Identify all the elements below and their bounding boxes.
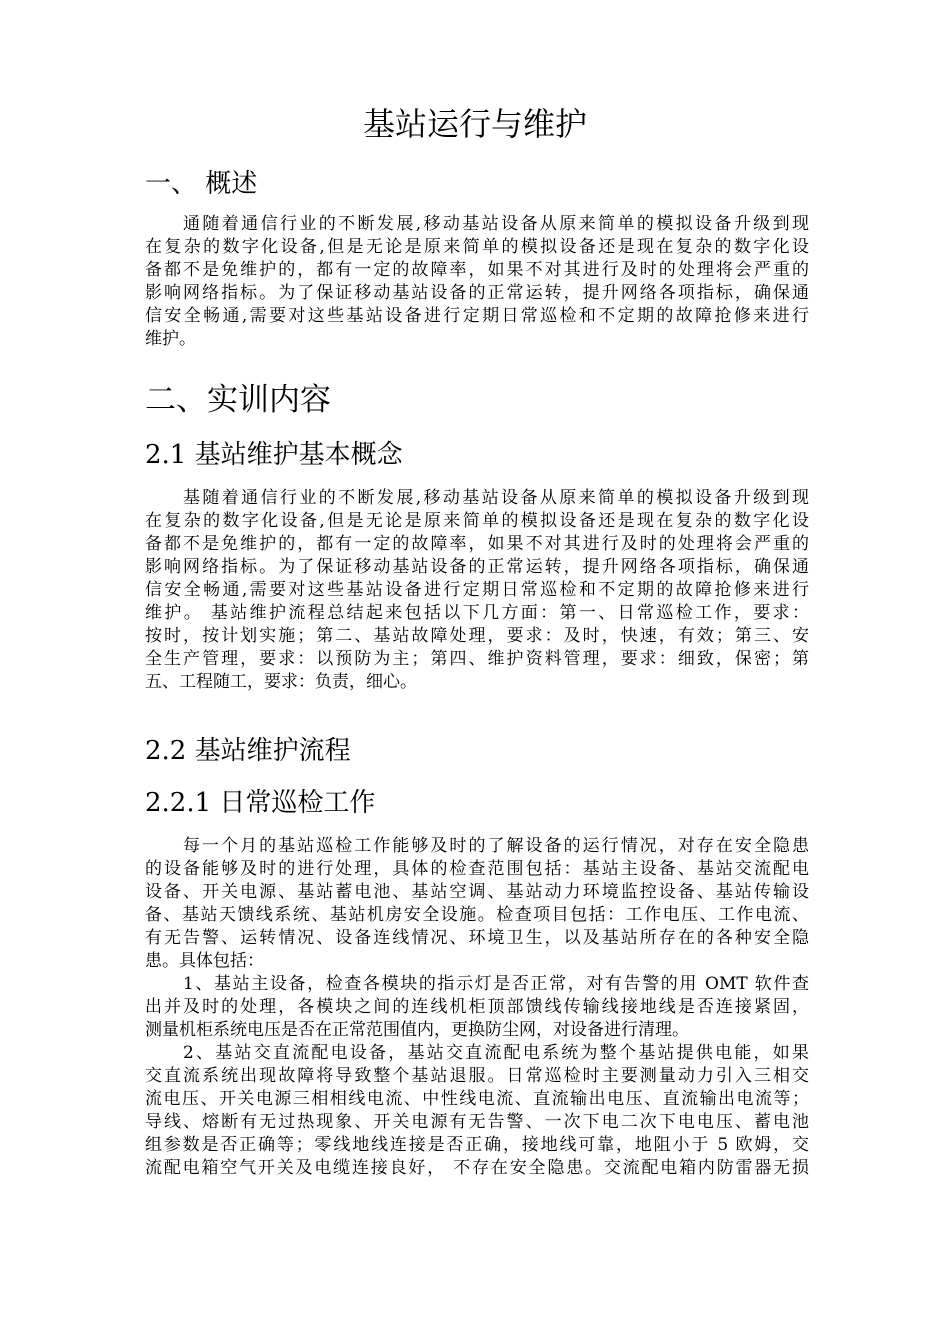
- paragraph-line: 备、基站天馈线系统、基站机房安全设施。检查项目包括：工作电压、工作电流、: [145, 905, 809, 925]
- paragraph-line: 信安全畅通,需要对这些基站设备进行定期日常巡检和不定期的故障抢修来进行: [145, 306, 809, 326]
- paragraph-line: 在复杂的数字化设备,但是无论是原来简单的模拟设备还是现在复杂的数字化设: [145, 237, 809, 257]
- overview-paragraph: [145, 213, 809, 351]
- paragraph-line: 在复杂的数字化设备,但是无论是原来简单的模拟设备还是现在复杂的数字化设: [145, 511, 809, 531]
- paragraph-line: 1、基站主设备，检查各模块的指示灯是否正常，对有告警的用 OMT 软件查: [183, 974, 809, 994]
- paragraph-line: 备都不是免维护的，都有一定的故障率，如果不对其进行及时的处理将会严重的: [145, 260, 809, 280]
- paragraph-line: 组参数是否正确等；零线地线连接是否正确，接地线可靠，地阻小于 5 欧姆，交: [145, 1135, 809, 1155]
- section-heading-overview: 一、 概述: [145, 169, 258, 199]
- paragraph-line: 五、工程随工，要求：负责，细心。: [145, 672, 417, 692]
- paragraph-line: 备都不是免维护的，都有一定的故障率，如果不对其进行及时的处理将会严重的: [145, 534, 809, 554]
- paragraph-line: 全生产管理，要求：以预防为主；第四、维护资料管理，要求：细致，保密；第: [145, 649, 809, 669]
- paragraph-line: 出并及时的处理，各模块之间的连线机柜顶部馈线传输线接地线是否连接紧固，: [145, 997, 809, 1017]
- paragraph-line: 维护。 基站维护流程总结起来包括以下几方面：第一、日常巡检工作，要求：: [145, 603, 809, 623]
- paragraph-line: 流配电箱空气开关及电缆连接良好， 不存在安全隐患。交流配电箱内防雷器无损: [145, 1158, 809, 1178]
- concept-paragraph: [145, 487, 809, 694]
- paragraph-line: 信安全畅通,需要对这些基站设备进行定期日常巡检和不定期的故障抢修来进行: [145, 580, 809, 600]
- section-heading-training: 二、实训内容: [145, 382, 331, 418]
- inspection-paragraph: [145, 835, 809, 1180]
- paragraph-line: 交直流系统出现故障将导致整个基站退服。日常巡检时主要测量动力引入三相交: [145, 1066, 809, 1086]
- paragraph-line: 流电压、开关电源三相相线电流、中性线电流、直流输出电压、直流输出电流等；: [145, 1089, 809, 1109]
- paragraph-line: 设备、开关电源、基站蓄电池、基站空调、基站动力环境监控设备、基站传输设: [145, 882, 809, 902]
- paragraph-line: 基随着通信行业的不断发展,移动基站设备从原来简单的模拟设备升级到现: [183, 488, 809, 508]
- paragraph-line: 影响网络指标。为了保证移动基站设备的正常运转，提升网络各项指标，确保通: [145, 283, 809, 303]
- paragraph-line: 按时，按计划实施；第二、基站故障处理，要求：及时，快速，有效；第三、安: [145, 626, 809, 646]
- paragraph-line: 每一个月的基站巡检工作能够及时的了解设备的运行情况，对存在安全隐患: [183, 836, 809, 856]
- paragraph-line: 维护。: [145, 329, 196, 349]
- paragraph-line: 2、基站交直流配电设备，基站交直流配电系统为整个基站提供电能，如果: [183, 1043, 809, 1063]
- paragraph-line: 影响网络指标。为了保证移动基站设备的正常运转，提升网络各项指标，确保通: [145, 557, 809, 577]
- paragraph-line: 的设备能够及时的进行处理，具体的检查范围包括：基站主设备、基站交流配电: [145, 859, 809, 879]
- paragraph-line: 有无告警、运转情况、设备连线情况、环境卫生，以及基站所存在的各种安全隐: [145, 928, 809, 948]
- subsection-heading-2-1: 2.1 基站维护基本概念: [145, 440, 403, 470]
- paragraph-line: 通随着通信行业的不断发展,移动基站设备从原来简单的模拟设备升级到现: [183, 214, 809, 234]
- paragraph-line: 患。具体包括：: [145, 951, 264, 971]
- page-title: 基站运行与维护: [362, 105, 587, 143]
- paragraph-line: 导线、熔断有无过热现象、开关电源有无告警、一次下电二次下电电压、蓄电池: [145, 1112, 809, 1132]
- paragraph-line: 测量机柜系统电压是否在正常范围值内，更换防尘网，对设备进行清理。: [145, 1020, 689, 1040]
- subsection-heading-2-2-1: 2.2.1 日常巡检工作: [145, 788, 376, 818]
- subsection-heading-2-2: 2.2 基站维护流程: [145, 736, 351, 766]
